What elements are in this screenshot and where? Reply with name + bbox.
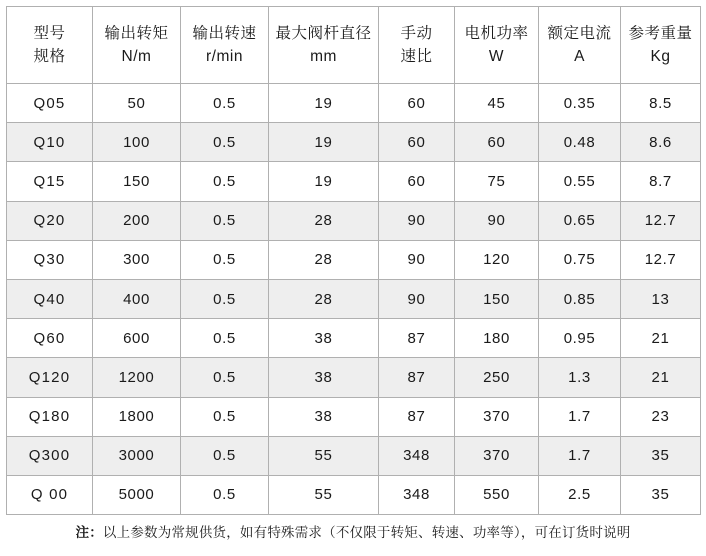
table-cell: 35: [621, 436, 701, 475]
table-cell: 1800: [93, 397, 181, 436]
cell-model: Q10: [7, 123, 93, 162]
table-cell: 0.5: [181, 162, 269, 201]
column-header-line1: 输出转矩: [104, 24, 169, 42]
table-cell: 0.5: [181, 319, 269, 358]
table-row: [7, 475, 701, 514]
table-cell: 0.85: [539, 279, 621, 318]
table-cell: 0.5: [181, 123, 269, 162]
column-header-line2: A: [574, 48, 585, 65]
table-cell: 250: [455, 358, 539, 397]
table-header: [7, 7, 701, 84]
table-cell: 19: [269, 162, 379, 201]
column-header-4: [379, 7, 455, 84]
table-cell: 28: [269, 201, 379, 240]
table-cell: 150: [455, 279, 539, 318]
column-header-line1: 型号: [33, 24, 66, 42]
table-cell: 0.5: [181, 397, 269, 436]
table-cell: 90: [455, 201, 539, 240]
column-header-line1: 最大阀杆直径: [275, 24, 372, 42]
column-header-line2: mm: [310, 48, 337, 65]
table-cell: 87: [379, 319, 455, 358]
table-cell: 12.7: [621, 201, 701, 240]
table-cell: 120: [455, 240, 539, 279]
table-cell: 38: [269, 397, 379, 436]
table-cell: 50: [93, 84, 181, 123]
table-cell: 90: [379, 201, 455, 240]
table-cell: 60: [455, 123, 539, 162]
table-cell: 45: [455, 84, 539, 123]
column-header-line2: W: [488, 48, 505, 65]
table-cell: 35: [621, 475, 701, 514]
table-cell: 0.5: [181, 475, 269, 514]
table-cell: 370: [455, 436, 539, 475]
table-cell: 0.75: [539, 240, 621, 279]
cell-model: Q20: [7, 201, 93, 240]
table-cell: 8.5: [621, 84, 701, 123]
table-cell: 0.5: [181, 358, 269, 397]
table-cell: 13: [621, 279, 701, 318]
table-cell: 23: [621, 397, 701, 436]
column-header-line2: 速比: [400, 48, 433, 65]
table-row: [7, 162, 701, 201]
table-cell: 19: [269, 84, 379, 123]
table-cell: 38: [269, 319, 379, 358]
column-header-line2: 规格: [33, 48, 66, 65]
table-cell: 28: [269, 240, 379, 279]
table-cell: 21: [621, 319, 701, 358]
specification-table: [6, 6, 701, 515]
table-cell: 348: [379, 436, 455, 475]
table-cell: 0.65: [539, 201, 621, 240]
table-cell: 0.5: [181, 436, 269, 475]
column-header-line2: N/m: [121, 48, 152, 65]
table-cell: 1.7: [539, 436, 621, 475]
table-cell: 60: [379, 162, 455, 201]
table-cell: 55: [269, 475, 379, 514]
table-cell: 55: [269, 436, 379, 475]
table-cell: 0.55: [539, 162, 621, 201]
table-cell: 550: [455, 475, 539, 514]
table-cell: 87: [379, 358, 455, 397]
table-row: [7, 240, 701, 279]
table-cell: 200: [93, 201, 181, 240]
column-header-7: [621, 7, 701, 84]
cell-model: Q40: [7, 279, 93, 318]
table-cell: 90: [379, 240, 455, 279]
column-header-6: [539, 7, 621, 84]
table-row: [7, 84, 701, 123]
table-cell: 21: [621, 358, 701, 397]
table-cell: 3000: [93, 436, 181, 475]
table-cell: 0.5: [181, 240, 269, 279]
table-cell: 300: [93, 240, 181, 279]
table-cell: 1.3: [539, 358, 621, 397]
table-cell: 180: [455, 319, 539, 358]
table-cell: 60: [379, 84, 455, 123]
table-cell: 19: [269, 123, 379, 162]
table-cell: 38: [269, 358, 379, 397]
table-cell: 1.7: [539, 397, 621, 436]
table-cell: 1200: [93, 358, 181, 397]
table-row: [7, 358, 701, 397]
table-cell: 5000: [93, 475, 181, 514]
column-header-5: [455, 7, 539, 84]
column-header-line1: 参考重量: [628, 24, 693, 42]
column-header-line1: 手动: [400, 24, 433, 42]
table-cell: 348: [379, 475, 455, 514]
cell-model: Q60: [7, 319, 93, 358]
table-cell: 8.6: [621, 123, 701, 162]
table-cell: 0.48: [539, 123, 621, 162]
table-cell: 90: [379, 279, 455, 318]
column-header-line1: 输出转速: [192, 24, 257, 42]
table-row: [7, 123, 701, 162]
table-cell: 60: [379, 123, 455, 162]
table-cell: 150: [93, 162, 181, 201]
cell-model: Q120: [7, 358, 93, 397]
table-cell: 12.7: [621, 240, 701, 279]
cell-model: Q05: [7, 84, 93, 123]
cell-model: Q30: [7, 240, 93, 279]
table-cell: 2.5: [539, 475, 621, 514]
cell-model: Q 00: [7, 475, 93, 514]
column-header-1: [93, 7, 181, 84]
table-row: [7, 436, 701, 475]
table-cell: 28: [269, 279, 379, 318]
column-header-line1: 额定电流: [547, 24, 612, 42]
table-row: [7, 319, 701, 358]
table-row: [7, 201, 701, 240]
table-cell: 100: [93, 123, 181, 162]
table-cell: 0.5: [181, 279, 269, 318]
footer-note-text: 以上参数为常规供货，如有特殊需求（不仅限于转矩、转速、功率等），可在订货时说明: [102, 525, 631, 541]
cell-model: Q180: [7, 397, 93, 436]
column-header-line2: r/min: [206, 48, 243, 65]
table-row: [7, 397, 701, 436]
column-header-3: [269, 7, 379, 84]
column-header-line1: 电机功率: [464, 24, 529, 42]
table-body: [7, 84, 701, 515]
table-cell: 600: [93, 319, 181, 358]
table-cell: 370: [455, 397, 539, 436]
table-cell: 87: [379, 397, 455, 436]
column-header-0: [7, 7, 93, 84]
cell-model: Q15: [7, 162, 93, 201]
table-row: [7, 279, 701, 318]
table-cell: 0.5: [181, 201, 269, 240]
table-cell: 0.95: [539, 319, 621, 358]
table-cell: 400: [93, 279, 181, 318]
column-header-line2: Kg: [650, 48, 671, 65]
table-cell: 0.35: [539, 84, 621, 123]
footer-note: [6, 515, 700, 543]
table-header-row: [7, 7, 701, 84]
column-header-2: [181, 7, 269, 84]
table-cell: 8.7: [621, 162, 701, 201]
table-cell: 75: [455, 162, 539, 201]
footer-note-label: 注：: [75, 525, 103, 541]
table-cell: 0.5: [181, 84, 269, 123]
cell-model: Q300: [7, 436, 93, 475]
